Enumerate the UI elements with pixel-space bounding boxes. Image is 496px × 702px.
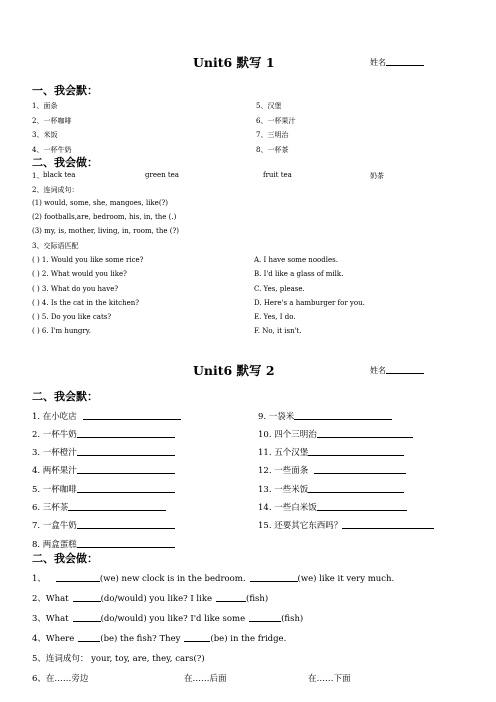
q6-item: 在……后面 (184, 674, 227, 684)
unit2-section2-heading: 二、我会做： (32, 552, 98, 565)
list-item: 14. 一些白米饭 (258, 501, 407, 513)
unit1-word: 5、汉堡 (256, 102, 282, 110)
answer-blank[interactable] (77, 484, 175, 493)
list-item: 11. 五个汉堡 (258, 446, 404, 458)
answer-blank[interactable] (68, 502, 166, 511)
match-question: ( ) 1. Would you like some rice? (32, 256, 144, 264)
fill-item: 3、What (do/would) you like? I'd like some (fish) (32, 614, 304, 624)
list-item: 2. 一杯牛奶 (32, 428, 175, 440)
list-item: 12. 一些面条 (258, 464, 406, 476)
answer-blank[interactable] (317, 502, 407, 511)
match-question: ( ) 6. I'm hungry. (32, 327, 91, 335)
match-answer: D. Here's a hamburger for you. (254, 299, 365, 307)
unit1-word: 3、米饭 (32, 131, 58, 139)
list-item: 8. 两盒蛋糕 (32, 538, 175, 550)
q2-item: (3) my, is, mother, living, in, room, the (?) (32, 227, 179, 235)
answer-blank[interactable] (317, 429, 413, 438)
list-item: 6. 三杯茶 (32, 501, 166, 513)
unit1-word: 6、一杯果汁 (256, 117, 296, 125)
unit1-name-field[interactable] (370, 57, 424, 68)
list-item: 10. 四个三明治 (258, 428, 413, 440)
answer-blank[interactable] (294, 411, 392, 420)
match-question: ( ) 5. Do you like cats? (32, 313, 112, 321)
answer-blank[interactable] (77, 465, 175, 474)
unit1-section1-heading: 一、我会默： (32, 84, 98, 97)
q1-item: 奶茶 (370, 172, 384, 180)
match-answer: F. No, it isn't. (254, 327, 302, 335)
name-label: 姓名 (370, 366, 386, 375)
list-item: 7. 一盒牛奶 (32, 519, 175, 531)
unit2-title: Unit6 默写 2 (193, 363, 275, 378)
unit2-name-field[interactable] (370, 365, 424, 376)
answer-blank[interactable] (83, 411, 181, 420)
match-answer: B. I'd like a glass of milk. (254, 270, 344, 278)
answer-blank[interactable] (77, 429, 175, 438)
list-item: 1. 在小吃店 (32, 410, 181, 422)
match-answer: E. Yes, I do. (254, 313, 296, 321)
q6-item: 在……下面 (308, 674, 351, 684)
match-answer: C. Yes, please. (254, 285, 305, 293)
unit1-word: 8、一杯茶 (256, 146, 289, 154)
list-item: 4. 两杯果汁 (32, 464, 175, 476)
answer-blank[interactable] (73, 613, 101, 622)
fill-item: 2、What (do/would) you like? I like (fish) (32, 594, 269, 604)
q2-item: (1) would, some, she, mangoes, like(?) (32, 199, 169, 207)
q1-item: green tea (145, 171, 179, 179)
match-answer: A. I have some noodles. (254, 256, 338, 264)
answer-blank[interactable] (77, 539, 175, 548)
unit1-word: 7、三明治 (256, 131, 289, 139)
unit1-title: Unit6 默写 1 (193, 55, 275, 70)
list-item: 5. 一杯咖啡 (32, 483, 175, 495)
answer-blank[interactable] (314, 465, 406, 474)
unit2-section1-heading: 二、我会默： (32, 390, 98, 403)
answer-blank[interactable] (78, 633, 100, 642)
answer-blank[interactable] (77, 520, 175, 529)
q3-label: 3、交际语匹配 (32, 242, 79, 250)
name-label: 姓名 (370, 58, 386, 67)
unit1-word: 2、一杯咖啡 (32, 117, 72, 125)
answer-blank[interactable] (308, 484, 404, 493)
name-blank[interactable] (386, 365, 424, 374)
answer-blank[interactable] (250, 573, 298, 582)
answer-blank[interactable] (216, 593, 246, 602)
match-question: ( ) 3. What do you have? (32, 285, 119, 293)
unit1-word: 1、面条 (32, 102, 58, 110)
answer-blank[interactable] (73, 593, 101, 602)
list-item: 13. 一些米饭 (258, 483, 404, 495)
list-item: 9. 一袋米 (258, 410, 392, 422)
answer-blank[interactable] (56, 573, 100, 582)
q5-sentence: 5、连词成句： your, toy, are, they, cars(?) (32, 654, 205, 664)
q2-label: 2、连词成句： (32, 186, 79, 194)
answer-blank[interactable] (342, 520, 434, 529)
unit1-word: 4、一杯牛奶 (32, 146, 72, 154)
match-question: ( ) 2. What would you like? (32, 270, 127, 278)
q6-label: 6、在……旁边 (32, 674, 89, 684)
fill-item: 4、Where (be) the fish? They (be) in the fridge. (32, 634, 287, 644)
unit1-section2-heading: 二、我会做： (32, 156, 98, 169)
answer-blank[interactable] (308, 447, 404, 456)
q1-item: black tea (43, 171, 76, 179)
name-blank[interactable] (386, 57, 424, 66)
match-question: ( ) 4. Is the cat in the kitchen? (32, 299, 140, 307)
fill-item: 1、 (we) new clock is in the bedroom. (we) like it very much. (32, 574, 395, 584)
answer-blank[interactable] (77, 447, 175, 456)
answer-blank[interactable] (249, 613, 281, 622)
list-item: 3. 一杯橙汁 (32, 446, 175, 458)
answer-blank[interactable] (184, 633, 210, 642)
q1-number: 1、 (32, 172, 44, 180)
list-item: 15. 还要其它东西吗？ (258, 519, 434, 531)
q1-item: fruit tea (263, 171, 292, 179)
q2-item: (2) footballs,are, bedroom, his, in, the (.) (32, 213, 177, 221)
